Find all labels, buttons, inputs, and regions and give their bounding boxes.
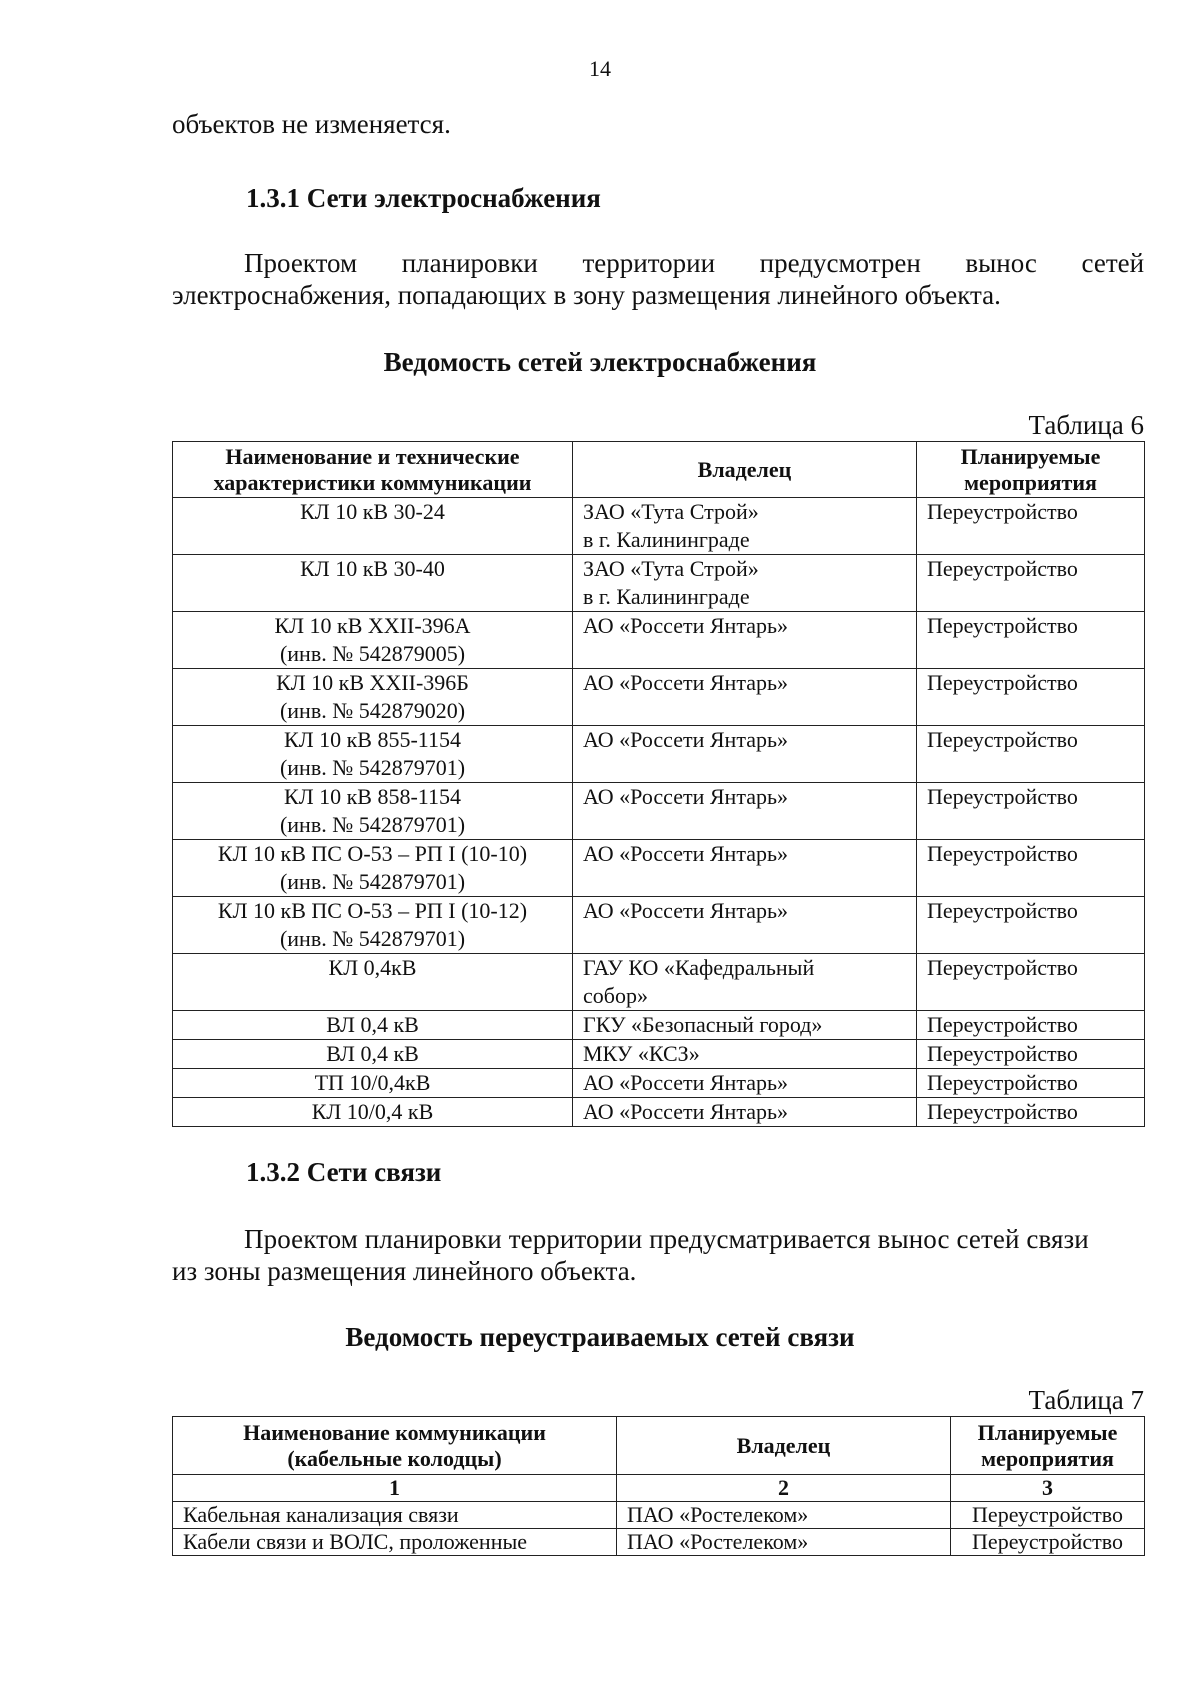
cell-owner-line: собор»	[583, 983, 648, 1008]
cell-action: Переустройство	[917, 1040, 1145, 1069]
cell-name-line: КЛ 10 кВ XXII-396Б	[276, 670, 469, 695]
cell-name-line: КЛ 10 кВ 855-1154	[284, 727, 461, 752]
table-row	[173, 555, 1145, 612]
table-row	[173, 1040, 1145, 1069]
cell-owner	[573, 669, 917, 726]
cell-name-line: (инв. № 542879005)	[279, 641, 466, 666]
power-paragraph-word: вынос	[965, 248, 1037, 278]
cell-name	[173, 555, 573, 612]
cell-owner-line: АО «Россети Янтарь»	[583, 727, 788, 752]
table7-caption: Таблица 7	[1028, 1385, 1144, 1415]
cell-name	[173, 1011, 573, 1040]
power-networks-table	[172, 441, 1145, 1127]
table-header-row	[173, 442, 1145, 498]
cell-owner	[573, 726, 917, 783]
cell-action: Переустройство	[917, 726, 1145, 783]
cell-owner-line: АО «Россети Янтарь»	[583, 1070, 788, 1095]
comm-networks-table	[172, 1416, 1145, 1556]
power-paragraph-word: предусмотрен	[759, 248, 921, 278]
cell-owner	[573, 897, 917, 954]
column-number: 2	[617, 1475, 951, 1502]
cell-action: Переустройство	[917, 783, 1145, 840]
table-row	[173, 1098, 1145, 1127]
cell-name-line: КЛ 10 кВ 30-24	[300, 499, 445, 524]
cell-name-line: ВЛ 0,4 кВ	[326, 1012, 419, 1037]
cell-action: Переустройство	[917, 555, 1145, 612]
cell-name: Кабели связи и ВОЛС, проложенные	[173, 1529, 617, 1556]
cell-name-line: (инв. № 542879701)	[279, 869, 466, 894]
cell-name	[173, 897, 573, 954]
table-row	[173, 612, 1145, 669]
section-heading-comm: 1.3.2 Сети связи	[246, 1157, 442, 1187]
table-row	[173, 954, 1145, 1011]
cell-owner-line: в г. Калининграде	[583, 584, 750, 609]
page-number: 14	[589, 56, 611, 81]
cell-owner-line: МКУ «КСЗ»	[583, 1041, 700, 1066]
cell-owner-line: АО «Россети Янтарь»	[583, 1099, 788, 1124]
table-row	[173, 669, 1145, 726]
cell-name	[173, 498, 573, 555]
cell-name-line: (инв. № 542879701)	[279, 755, 466, 780]
comm-paragraph-line2: из зоны размещения линейного объекта.	[172, 1256, 637, 1286]
cell-owner-line: ГКУ «Безопасный город»	[583, 1012, 823, 1037]
cell-name	[173, 954, 573, 1011]
cell-owner: ПАО «Ростелеком»	[617, 1529, 951, 1556]
cell-owner	[573, 954, 917, 1011]
cell-name	[173, 669, 573, 726]
cell-action: Переустройство	[917, 1011, 1145, 1040]
cell-name	[173, 1069, 573, 1098]
cell-action: Переустройство	[917, 669, 1145, 726]
cell-owner	[573, 498, 917, 555]
cell-owner	[573, 1011, 917, 1040]
power-paragraph-word: территории	[582, 248, 716, 278]
column-header: Наименование и технические характеристики коммуникации	[173, 442, 573, 498]
cell-name	[173, 1098, 573, 1127]
table-header-row	[173, 1417, 1145, 1475]
table-row	[173, 498, 1145, 555]
table-row	[173, 1069, 1145, 1098]
power-paragraph-line2: электроснабжения, попадающих в зону размещения линейного объекта.	[172, 280, 1001, 310]
cell-owner-line: ЗАО «Тута Строй»	[583, 556, 759, 581]
cell-name-line: ТП 10/0,4кВ	[314, 1070, 431, 1095]
cell-name	[173, 726, 573, 783]
column-header: Наименование коммуникации (кабельные колодцы)	[173, 1417, 617, 1475]
cell-owner-line: в г. Калининграде	[583, 527, 750, 552]
table-row	[173, 1502, 1145, 1529]
cell-owner	[573, 783, 917, 840]
cell-name-line: КЛ 10 кВ ПС О-53 – РП I (10-10)	[217, 841, 528, 866]
cell-owner-line: АО «Россети Янтарь»	[583, 898, 788, 923]
cell-name-line: КЛ 10/0,4 кВ	[311, 1099, 434, 1124]
column-header: Планируемые мероприятия	[917, 442, 1145, 498]
cell-name-line: КЛ 10 кВ 30-40	[300, 556, 445, 581]
table-row	[173, 783, 1145, 840]
power-paragraph-word: сетей	[1081, 248, 1145, 278]
column-header: Владелец	[573, 442, 917, 498]
cell-action: Переустройство	[917, 1098, 1145, 1127]
cell-action: Переустройство	[917, 1069, 1145, 1098]
cell-name-line: КЛ 0,4кВ	[328, 955, 417, 980]
cell-owner-line: ГАУ КО «Кафедральный	[583, 955, 815, 980]
table6-title: Ведомость сетей электроснабжения	[383, 347, 817, 377]
table-row	[173, 897, 1145, 954]
cell-name-line: КЛ 10 кВ 858-1154	[284, 784, 461, 809]
column-header: Владелец	[617, 1417, 951, 1475]
cell-action: Переустройство	[917, 897, 1145, 954]
cell-action: Переустройство	[917, 840, 1145, 897]
cell-name	[173, 612, 573, 669]
power-paragraph-word: планировки	[401, 248, 538, 278]
table-row	[173, 840, 1145, 897]
cell-name-line: (инв. № 542879701)	[279, 812, 466, 837]
power-paragraph-line1	[172, 247, 1144, 279]
comm-paragraph-line1: Проектом планировки территории предусматривается вынос сетей связи	[244, 1224, 1089, 1254]
table7-title: Ведомость переустраиваемых сетей связи	[345, 1322, 855, 1352]
cell-owner	[573, 1040, 917, 1069]
table-row	[173, 1011, 1145, 1040]
table6-caption: Таблица 6	[1028, 410, 1144, 440]
column-number-row	[173, 1475, 1145, 1502]
cell-action: Переустройство	[917, 612, 1145, 669]
cell-name	[173, 1040, 573, 1069]
table-row	[173, 1529, 1145, 1556]
cell-owner-line: АО «Россети Янтарь»	[583, 613, 788, 638]
cell-action: Переустройство	[917, 954, 1145, 1011]
cell-owner	[573, 1069, 917, 1098]
cell-owner: ПАО «Ростелеком»	[617, 1502, 951, 1529]
cell-name	[173, 840, 573, 897]
cell-name: Кабельная канализация связи	[173, 1502, 617, 1529]
cell-owner	[573, 555, 917, 612]
cell-owner	[573, 1098, 917, 1127]
column-header: Планируемые мероприятия	[951, 1417, 1145, 1475]
cell-owner-line: ЗАО «Тута Строй»	[583, 499, 759, 524]
cell-owner-line: АО «Россети Янтарь»	[583, 784, 788, 809]
power-paragraph-word: Проектом	[244, 248, 358, 278]
cell-action: Переустройство	[917, 498, 1145, 555]
cell-action: Переустройство	[951, 1529, 1145, 1556]
cell-name	[173, 783, 573, 840]
cell-owner	[573, 840, 917, 897]
intro-text: объектов не изменяется.	[172, 109, 451, 139]
cell-name-line: ВЛ 0,4 кВ	[326, 1041, 419, 1066]
cell-name-line: (инв. № 542879020)	[279, 698, 466, 723]
column-number: 1	[173, 1475, 617, 1502]
section-heading-power: 1.3.1 Сети электроснабжения	[246, 183, 601, 213]
cell-owner	[573, 612, 917, 669]
cell-owner-line: АО «Россети Янтарь»	[583, 841, 788, 866]
cell-owner-line: АО «Россети Янтарь»	[583, 670, 788, 695]
cell-name-line: КЛ 10 кВ XXII-396А	[274, 613, 471, 638]
column-number: 3	[951, 1475, 1145, 1502]
cell-action: Переустройство	[951, 1502, 1145, 1529]
cell-name-line: КЛ 10 кВ ПС О-53 – РП I (10-12)	[217, 898, 528, 923]
cell-name-line: (инв. № 542879701)	[279, 926, 466, 951]
table-row	[173, 726, 1145, 783]
